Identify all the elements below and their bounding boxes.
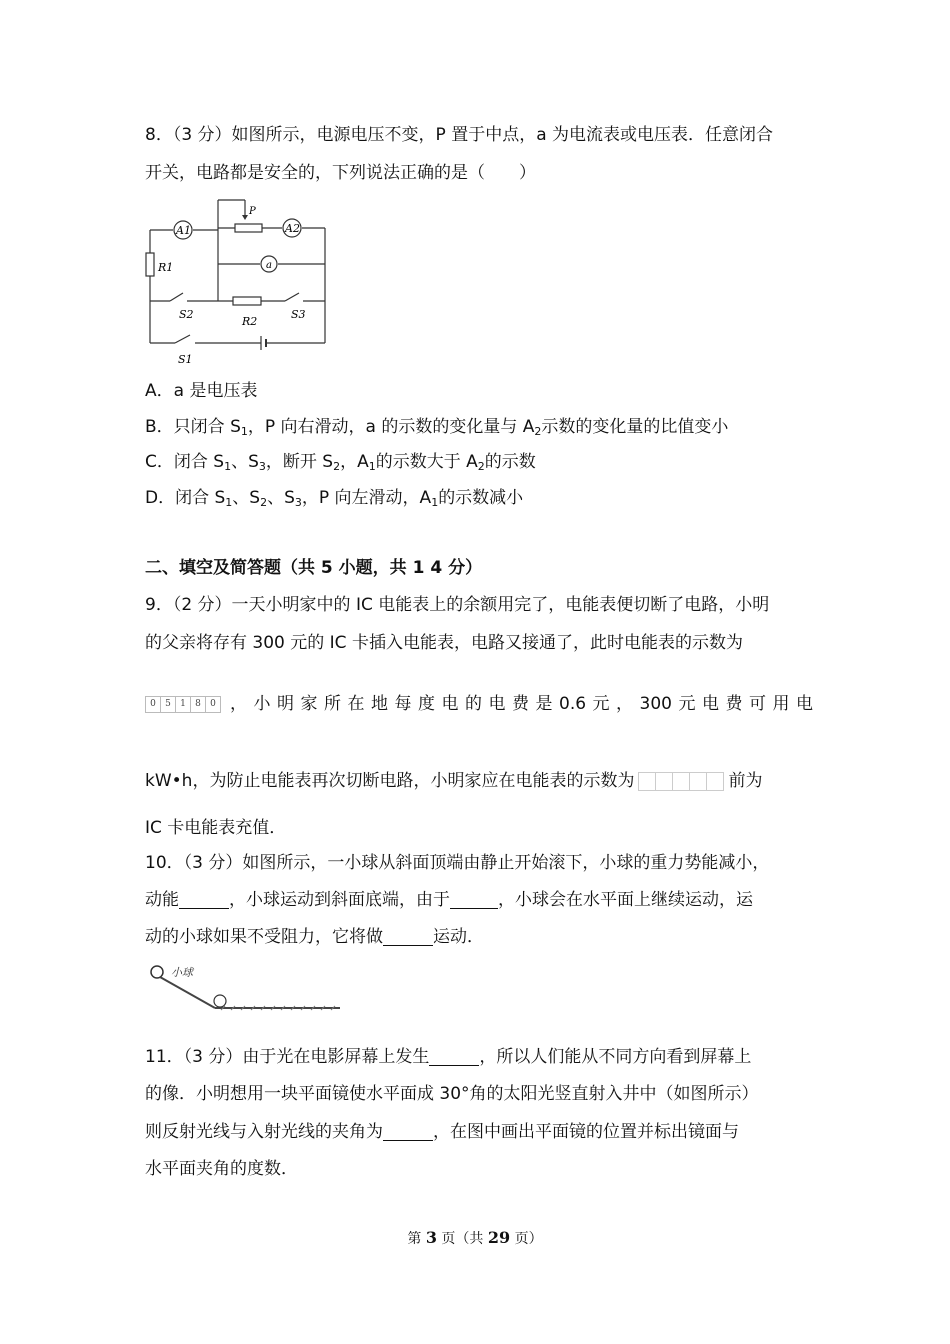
q10-line3: 动的小球如果不受阻力，它将做 运动．: [145, 927, 484, 947]
empty-meter-box: [638, 772, 724, 791]
q10-line2: 动能 ，小球运动到斜面底端，由于 ，小球会在水平面上继续运动，运: [145, 890, 753, 910]
q9-line2: 的父亲将存有 300 元的 IC 卡插入电能表，电路又接通了，此时电能表的示数为: [145, 633, 743, 653]
incline-ball-diagram: [145, 962, 345, 1012]
q9-line1: 9．（2 分）一天小明家中的 IC 电能表上的余额用完了，电能表便切断了电路，小明: [145, 595, 770, 615]
q9-line3-word: 家: [300, 694, 318, 714]
q9-line3-word: 小: [253, 694, 271, 714]
r1-label: R1: [158, 261, 174, 274]
q9-line3-word: 所: [324, 694, 341, 714]
q11-line3: 则反射光线与入射光线的夹角为 ，在图中画出平面镜的位置并标出镜面与: [145, 1122, 739, 1142]
q9-line3-word: 300: [639, 694, 672, 714]
s2-label: S2: [179, 308, 194, 321]
q9-line3: [145, 692, 813, 716]
q8-line2: 开关，电路都是安全的，下列说法正确的是（ ）: [145, 163, 536, 183]
q9-line3-text: [230, 692, 813, 716]
q8-option-b: B．只闭合 $S_1$，P 向右滑动，a 的示数的变化量与 $A_2$示数的变化量的比值变小: [145, 417, 729, 438]
q9-line5: IC 卡电能表充值．: [145, 818, 287, 838]
ammeter-a2-label: A2: [285, 222, 300, 235]
q9-line3-word: 0.6: [559, 694, 587, 714]
s1-label: S1: [178, 353, 193, 366]
q9-line3-word: ，: [616, 694, 634, 714]
q9-line3-word: 明: [277, 694, 294, 714]
q11-line4: 水平面夹角的度数．: [145, 1159, 298, 1179]
meter-reading: 0 5 1 8 0: [145, 696, 221, 713]
ammeter-a1-label: A1: [176, 224, 191, 237]
q9-line3-word: 是: [535, 694, 553, 714]
q9-line3-word: 在: [347, 694, 365, 714]
r2-label: R2: [242, 315, 258, 328]
section-heading: 二、填空及简答题（共 5 小题，共 1 4 分）: [145, 558, 483, 578]
q9-line4: kW•h，为防止电能表再次切断电路，小明家应在电能表的示数为 前为: [145, 771, 763, 791]
q9-line3-word: 地: [371, 694, 388, 714]
q11-line1: 11．（3 分）由于光在电影屏幕上发生 ，所以人们能从不同方向看到屏幕上: [145, 1047, 752, 1067]
q9-line3-word: 用: [772, 694, 790, 714]
q8-line1: 8．（3 分）如图所示，电源电压不变，P 置于中点，a 为电流表或电压表．任意闭合: [145, 125, 774, 145]
q11-line2: 的像．小明想用一块平面镜使水平面成 30°角的太阳光竖直射入井中（如图所示）: [145, 1084, 759, 1104]
page-footer: 第 3 页（共 29 页）: [407, 1228, 543, 1247]
ball-label: 小球: [171, 966, 193, 979]
q9-line3-word: 度: [418, 694, 435, 714]
q9-line3-word: 元: [592, 694, 610, 714]
q9-line3-word: 电: [488, 694, 506, 714]
q9-line3-word: 可: [749, 694, 766, 714]
q9-line3-word: 的: [465, 694, 482, 714]
slider-p-label: P: [249, 206, 256, 217]
q9-line3-word: 电: [441, 694, 459, 714]
meter-a-label: a: [266, 260, 272, 271]
q9-line3-word: 元: [678, 694, 696, 714]
q9-line3-word: ，: [230, 694, 247, 714]
q8-option-c: C．闭合 $S_1$、$S_3$，断开 $S_2$，$A_1$的示数大于 $A_2$的示数: [145, 452, 536, 473]
q9-line3-word: 费: [725, 694, 743, 714]
q9-line3-word: 费: [512, 694, 529, 714]
circuit-diagram: [145, 198, 330, 368]
q9-line3-word: 电: [796, 694, 813, 714]
q8-option-d: D．闭合 $S_1$、$S_2$、$S_3$，P 向左滑动，$A_1$的示数减小: [145, 488, 524, 509]
q10-line1: 10．（3 分）如图所示，一小球从斜面顶端由静止开始滚下，小球的重力势能减小，: [145, 853, 770, 873]
q9-line3-word: 电: [702, 694, 719, 714]
q8-option-a: A．a 是电压表: [145, 381, 258, 401]
q9-line3-word: 每: [394, 694, 412, 714]
s3-label: S3: [291, 308, 306, 321]
